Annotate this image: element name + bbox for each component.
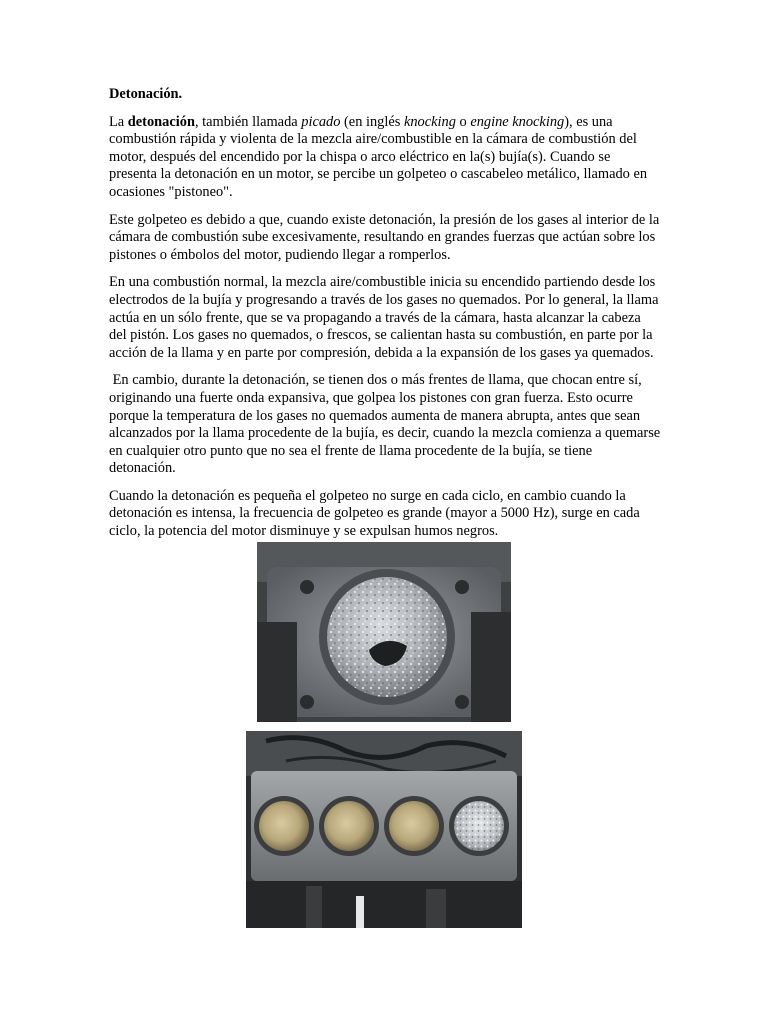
paragraph-5: Cuando la detonación es pequeña el golpeteo no surge en cada ciclo, en cambio cuando la detonación es intensa, la frecuencia de golpeteo es grande (mayor a 5000 Hz), surge en cada ciclo, la potencia del motor disminuye y se expulsan humos negros. (109, 487, 640, 540)
p1-text-1: La (109, 113, 128, 130)
p1-italic-term-1: picado (301, 113, 341, 130)
p1-text-2: , también llamada (194, 113, 302, 130)
paragraph-1 (109, 114, 661, 202)
p1-bold-term: detonación (127, 113, 195, 130)
engine-block-photo (246, 731, 522, 928)
p1-italic-term-2: knocking (403, 113, 456, 130)
paragraph-3: En una combustión normal, la mezcla aire/combustible inicia su encendido partiendo desde los electrodos de la bujía y progresando a través de los gases no quemados. Por lo general, la llama actúa en un sólo frente, que se va propagando a través de la cámara, hasta alcanzar la cabeza del pistón. Los gases no quemados, o frescos, se calientan hasta su combustión, en parte por la acción de la llama y en parte por compresión, debida a la expansión de los gases ya quemados. (109, 274, 659, 361)
p1-text-5: ), es una combustión rápida y violenta de la mezcla aire/combustible en la cámara de combustión del motor, después del encendido por la chispa o arco eléctrico en la(s) bujía(s). Cuando se presenta la detonación en un motor, se percibe un golpeteo o cascabeleo metálico, llamado en ocasiones "pistoneo". (109, 113, 648, 200)
damaged-piston-photo (257, 542, 511, 722)
p1-italic-term-3: engine knocking (470, 113, 565, 130)
p1-text-3: (en inglés (340, 113, 404, 130)
document-body (109, 86, 664, 551)
p1-text-4: o (455, 113, 471, 130)
document-heading: Detonación. (109, 86, 183, 102)
paragraph-4: En cambio, durante la detonación, se tienen dos o más frentes de llama, que chocan entre sí, originando una fuerte onda expansiva, que golpea los pistones con gran fuerza. Esto ocurre porque la temperatura de los gases no quemados aumenta de manera abrupta, antes que sean alcanzados por la llama procedente de la bujía, es decir, cuando la mezcla comienza a quemarse en cualquier otro punto que no sea el frente de llama procedente de la bujía, se tiene detonación. (109, 372, 664, 477)
paragraph-2: Este golpeteo es debido a que, cuando existe detonación, la presión de los gases al interior de la cámara de combustión sube excesivamente, resultando en grandes fuerzas que actúan sobre los pistones o émbolos del motor, pudiendo llegar a romperlos. (109, 211, 660, 263)
